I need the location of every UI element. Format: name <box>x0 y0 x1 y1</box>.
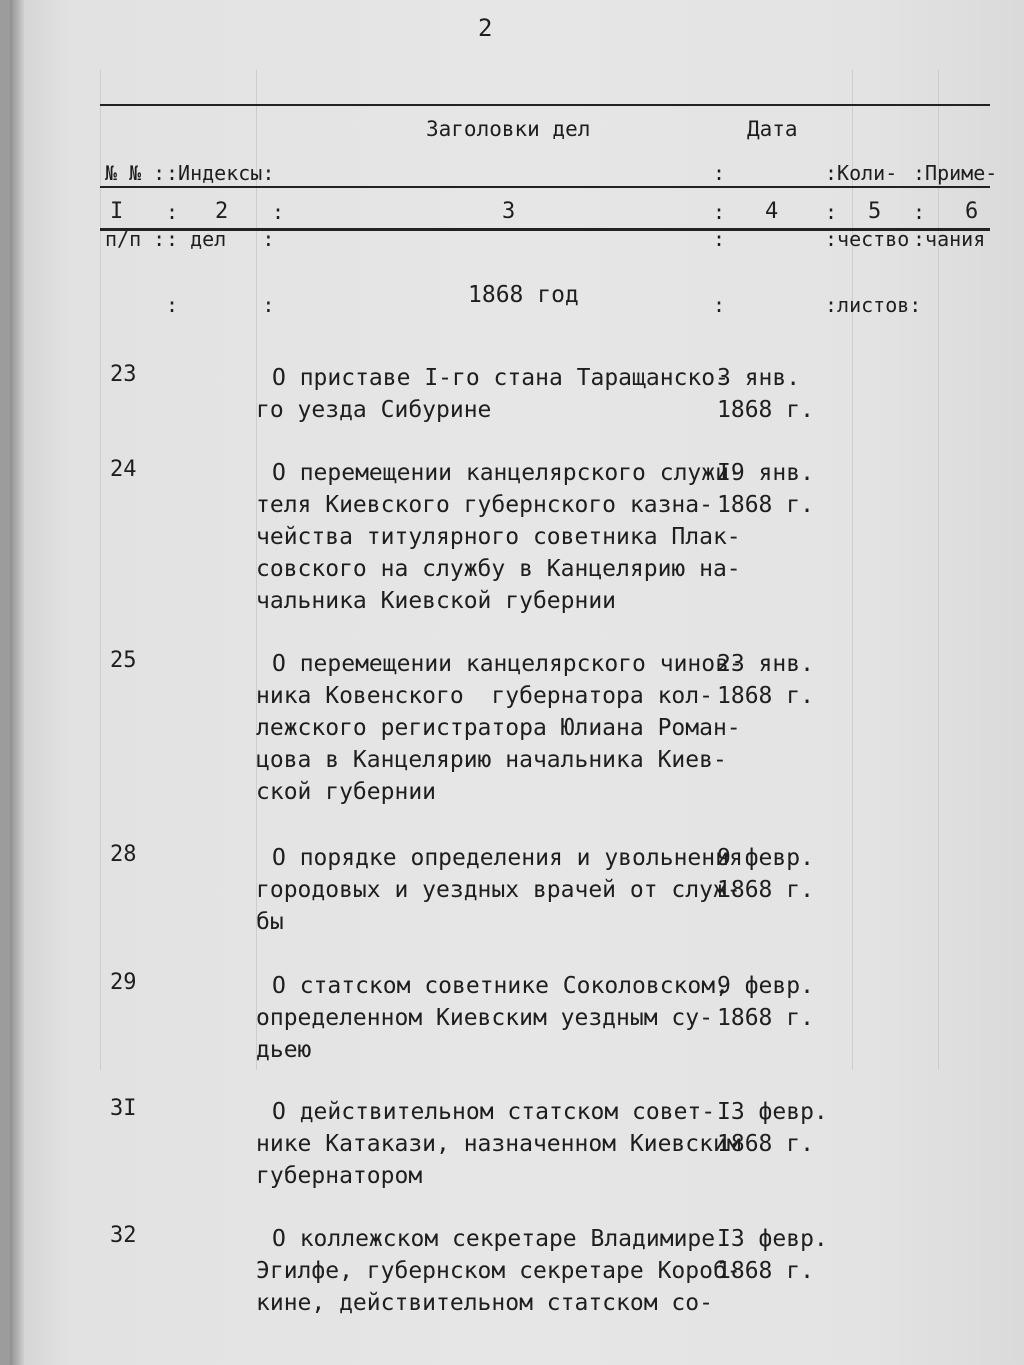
header-col-sheets <box>825 118 921 360</box>
header-col-index <box>166 118 274 360</box>
column-number: 2 <box>215 199 229 224</box>
entry-number: 24 <box>110 457 137 482</box>
column-separator: : <box>825 200 838 224</box>
column-number: 3 <box>502 199 516 224</box>
entry-date-year: 1868 г. <box>717 683 814 709</box>
entry-date-year: 1868 г. <box>717 1005 814 1031</box>
entry-title-line: го уезда Сибурине <box>256 397 492 423</box>
entry-title-line: городовых и уездных врачей от служ- <box>256 877 741 903</box>
column-number: 5 <box>868 199 882 224</box>
entry-title-line: определенном Киевским уездным су- <box>256 1005 713 1031</box>
entry-number: 3I <box>110 1096 137 1121</box>
entry-number: 25 <box>110 648 137 673</box>
header-separator: : <box>713 227 726 251</box>
entry-title-line: О перемещении канцелярского чинов- <box>272 651 743 677</box>
page-number: 2 <box>478 14 493 42</box>
header-col-number-line: № № : <box>105 161 166 185</box>
entry-title-line: О коллежском секретаре Владимире <box>272 1226 716 1252</box>
header-separator: : <box>713 161 726 185</box>
header-separator: : <box>713 293 726 317</box>
header-col-titles: Заголовки дел <box>426 117 591 141</box>
year-heading: 1868 год <box>468 282 579 308</box>
entry-date-year: 1868 г. <box>717 877 814 903</box>
entry-title-line: О действительном статском совет- <box>272 1099 716 1125</box>
header-col-notes-line: :Приме- <box>913 161 998 185</box>
entry-title-line: нике Катакази, назначенном Киевским <box>256 1131 741 1157</box>
header-col-notes <box>913 118 997 294</box>
entry-date-day: 9 февр. <box>717 845 814 871</box>
column-separator: : <box>166 200 179 224</box>
entry-number: 29 <box>110 970 137 995</box>
entry-title-line: О статском советнике Соколовском, <box>272 973 729 999</box>
header-col-sheets-line: :листов: <box>825 293 922 317</box>
header-col-sheets-line: :чество <box>825 227 910 251</box>
entry-date-year: 1868 г. <box>717 1131 814 1157</box>
entry-title-line: ника Ковенского губернатора кол- <box>256 683 713 709</box>
entry-title-line: кине, действительном статском со- <box>256 1290 713 1316</box>
entry-date-day: 3 янв. <box>717 365 801 391</box>
entry-title-line: О порядке определения и увольнения <box>272 845 743 871</box>
entry-title-line: Эгилфе, губернском секретаре Короб- <box>256 1258 741 1284</box>
entry-date-day: 9 февр. <box>717 973 814 999</box>
header-col-notes-line: :чания <box>913 227 986 251</box>
column-separator: : <box>272 200 285 224</box>
entry-title-line: дьею <box>256 1037 312 1063</box>
entry-title-line: бы <box>256 909 284 935</box>
document-page <box>10 0 1024 1365</box>
entry-title-line: чальника Киевской губернии <box>256 588 617 614</box>
entry-title-line: губернатором <box>256 1163 423 1189</box>
header-col-index-line: :Индексы: <box>166 161 275 185</box>
header-col-index-line: : дел : <box>166 227 275 251</box>
header-col-number-line: п/п : <box>105 227 166 251</box>
entry-date-day: I9 янв. <box>717 460 814 486</box>
entry-date-year: 1868 г. <box>717 492 814 518</box>
column-separator: : <box>913 200 926 224</box>
entry-date-day: I3 февр. <box>717 1226 828 1252</box>
column-number: 6 <box>965 199 979 224</box>
header-top-rule <box>100 104 990 106</box>
page-binding-edge <box>10 0 24 1365</box>
entry-title-line: теля Киевского губернского казна- <box>256 492 713 518</box>
entry-title-line: ской губернии <box>256 779 437 805</box>
header-col-date: Дата <box>747 117 798 141</box>
column-number: I <box>110 199 124 224</box>
entry-date-year: 1868 г. <box>717 397 814 423</box>
entry-title-line: О приставе I-го стана Таращанско- <box>272 365 729 391</box>
header-col-sheets-line: :Коли- <box>825 161 898 185</box>
bleed-through-line <box>100 70 101 1070</box>
header-col-titles-separators <box>713 118 785 360</box>
entry-date-year: 1868 г. <box>717 1258 814 1284</box>
entry-number: 28 <box>110 842 137 867</box>
header-col-index-line: : : <box>166 293 275 317</box>
entry-number: 32 <box>110 1223 137 1248</box>
entry-title-line: О перемещении канцелярского служи- <box>272 460 743 486</box>
column-separator: : <box>713 200 726 224</box>
entry-title-line: совского на службу в Канцелярию на- <box>256 556 741 582</box>
entry-number: 23 <box>110 362 137 387</box>
column-number: 4 <box>765 199 779 224</box>
entry-title-line: цова в Канцелярию начальника Киев- <box>256 747 727 773</box>
entry-title-line: чейства титулярного советника Плак- <box>256 524 741 550</box>
entry-title-line: лежского регистратора Юлиана Роман- <box>256 715 741 741</box>
entry-date-day: I3 февр. <box>717 1099 828 1125</box>
entry-date-day: 23 янв. <box>717 651 814 677</box>
